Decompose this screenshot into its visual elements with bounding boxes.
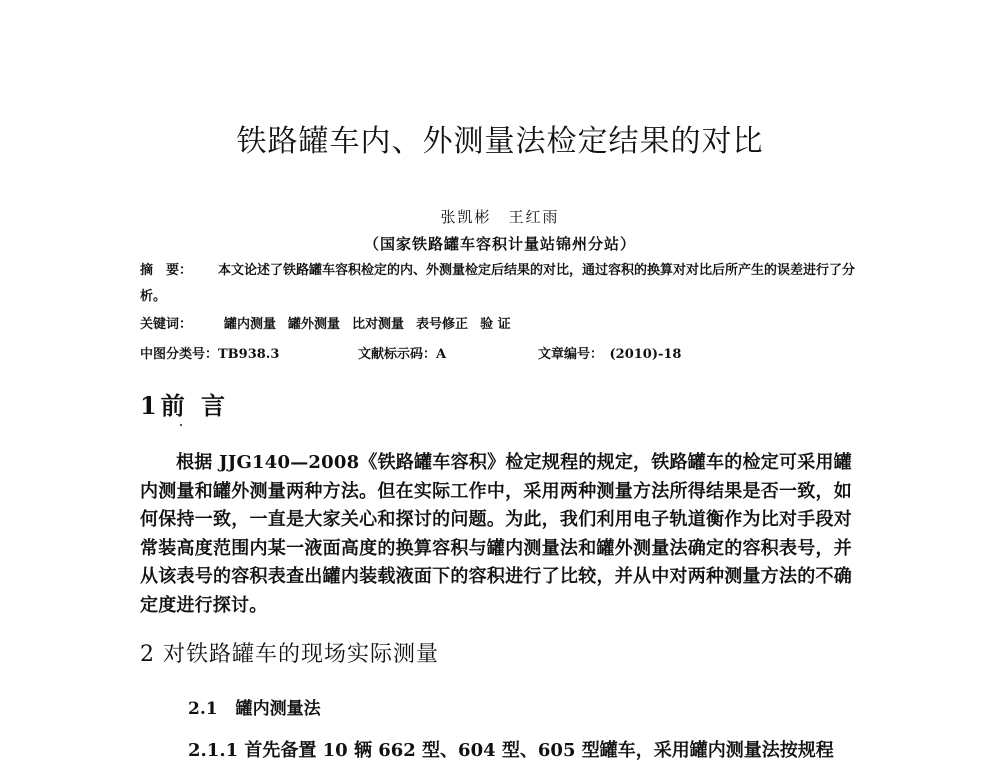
keyword-item: 罐外测量 (288, 317, 341, 332)
keywords-block (140, 312, 860, 338)
abstract-label: 摘 要： (140, 263, 193, 278)
clc-number: 中图分类号：TB938.3 (140, 347, 280, 362)
document-code: 文献标示码：A (358, 347, 447, 362)
article-number: 文章编号： (2010)-18 (538, 347, 682, 362)
keyword-item: 表号修正 (416, 317, 469, 332)
keyword-item: 罐内测量 (224, 317, 277, 332)
paper-authors: 张凯彬 王红雨 (440, 208, 560, 226)
keyword-item: 验 证 (480, 317, 511, 332)
subsection-number: 2.1 (188, 699, 218, 719)
subsection-title: 罐内测量法 (235, 699, 321, 719)
section-heading-field-measurement: 2 对铁路罐车的现场实际测量 (140, 642, 439, 667)
abstract-text: 本文论述了铁路罐车容积检定的内、外测量检定后结果的对比，通过容积的换算对对比后所产生的误差进行了分析。 (140, 263, 856, 304)
introduction-paragraph: 根据 JJG140—2008《铁路罐车容积》检定规程的规定，铁路罐车的检定可采用罐内测量和罐外测量两种方法。但在实际工作中，采用两种测量方法所得结果是否一致，如何保持一致，一直是大家关心和探讨的问题。为此，我们利用电子轨道衡作为比对手段对常装高度范围内某一液面高度的换算容积与罐内测量法和罐外测量法确定的容积表号，并从该表号的容积表查出罐内装载液面下的容积进行了比较，并从中对两种测量方法的不确定度进行探讨。 (140, 452, 852, 616)
subsection-heading (188, 694, 321, 719)
keywords-label: 关键词： (140, 317, 193, 332)
section-heading-introduction: 1前 言 (140, 391, 230, 420)
scan-speck (180, 424, 182, 426)
cut-off-paragraph-line: 2.1.1 首先备置 10 辆 662 型、604 型、605 型罐车，采用罐内测量法按规程 (188, 740, 834, 760)
paper-affiliation: （国家铁路罐车容积计量站锦州分站） (363, 235, 636, 253)
keyword-item: 比对测量 (352, 317, 405, 332)
abstract-block (140, 258, 860, 310)
classification-block (140, 342, 860, 368)
paper-title: 铁路罐车内、外测量法检定结果的对比 (236, 124, 764, 159)
